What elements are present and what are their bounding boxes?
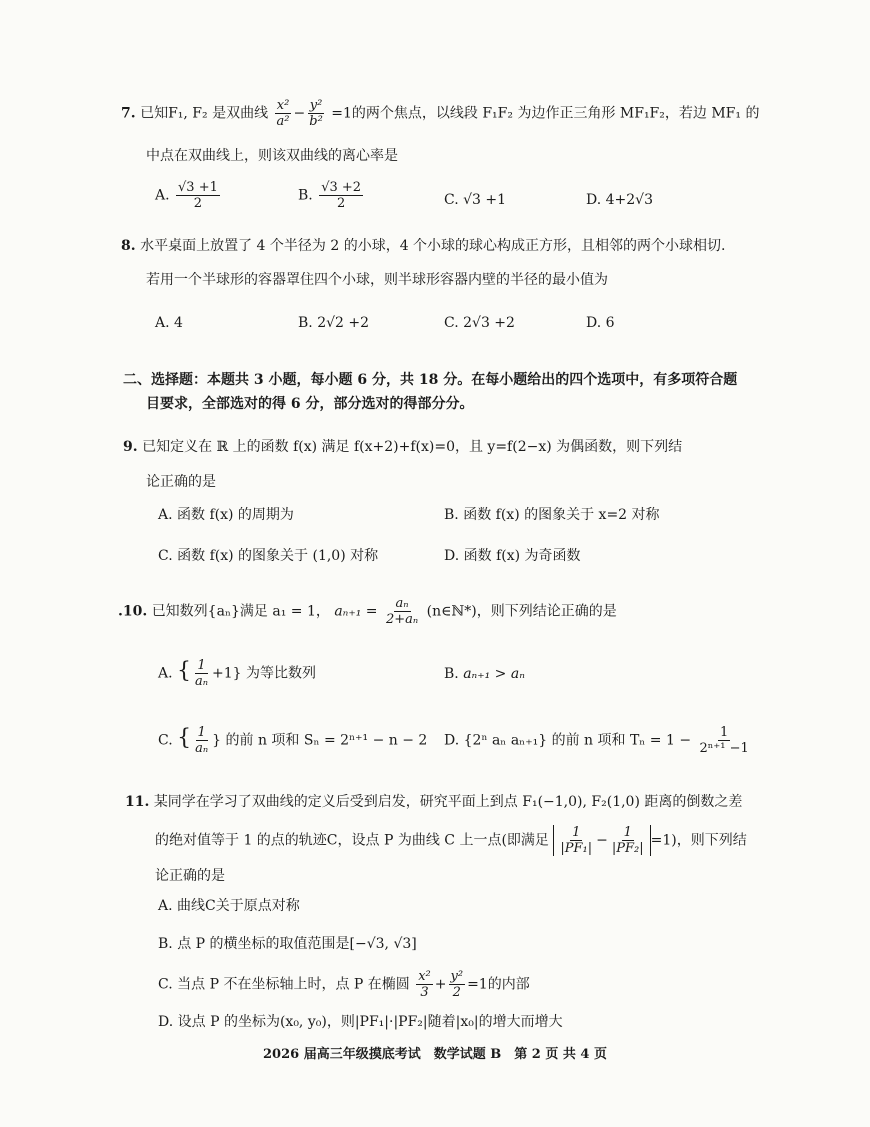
q9-line2: 论正确的是 <box>146 474 216 490</box>
q11-option-b-label: B. <box>158 936 173 952</box>
q10-option-d[interactable] <box>444 725 753 756</box>
q10-option-c-post: } 的前 n 项和 Sₙ = 2ⁿ⁺¹ − n − 2 <box>212 732 428 749</box>
q7-number: 7. <box>121 105 136 122</box>
q10-option-d-label: D. <box>444 732 460 749</box>
q10-frac-den: 2+aₙ <box>385 612 419 627</box>
q11-abs-expr: $\frac{1}{\text{|PF₁|}}$ − $\frac{1}{\text{|PF₂|}}$ <box>553 825 650 856</box>
q9-option-b[interactable] <box>444 505 660 525</box>
q8-option-d-text: 6 <box>605 315 615 331</box>
q10-pre: 已知数列{aₙ}满足 a₁ = 1， <box>151 603 330 620</box>
q9-line1 <box>123 437 682 457</box>
q10-option-a-frac <box>193 658 210 689</box>
q10-option-a-post: +1} 为等比数列 <box>212 665 317 682</box>
q8-option-d-label: D. <box>586 315 602 331</box>
q9-number: 9. <box>123 439 138 455</box>
q11-frac1 <box>558 825 594 856</box>
q8-option-c[interactable] <box>444 313 515 333</box>
q10-option-b-text: aₙ₊₁ > aₙ <box>463 666 525 682</box>
q7-line1-pre: 已知F₁, F₂ 是双曲线 <box>140 105 269 122</box>
q9-option-c-text: 函数 f(x) 的图象关于 (1,0) 对称 <box>177 548 379 564</box>
q7-option-b-frac <box>319 180 363 211</box>
q10-option-c-label: C. <box>158 732 173 749</box>
q8-option-a-label: A. <box>155 315 170 331</box>
q10-option-a-den: aₙ <box>195 674 209 689</box>
q11-line2-post: =1)，则下列结 <box>650 832 747 849</box>
q8-line1 <box>121 236 726 256</box>
q11-option-d[interactable] <box>158 1012 563 1032</box>
q10-option-c[interactable] <box>158 725 427 756</box>
q7-frac-x-num: x² <box>276 98 290 113</box>
q10-option-a-brace: { <box>177 658 192 684</box>
q10-option-a-label: A. <box>158 665 173 682</box>
q10-option-c-frac <box>193 725 210 756</box>
q11-frac2-den: |PF₂| <box>611 841 644 856</box>
section2-line2: 目要求，全部选对的得 6 分，部分选对的得部分分。 <box>146 396 474 412</box>
q9-option-b-text: 函数 f(x) 的图象关于 x=2 对称 <box>463 507 660 523</box>
q8-number: 8. <box>121 238 136 254</box>
q7-option-d[interactable] <box>586 190 653 210</box>
q7-frac-y-den: b² <box>309 114 323 129</box>
q10-option-a-num: 1 <box>197 658 206 673</box>
section2-line1: 二、选择题：本题共 3 小题，每小题 6 分，共 18 分。在每小题给出的四个选项中，有多项符合题 <box>123 372 738 388</box>
q11-option-a[interactable] <box>158 896 300 916</box>
q7-frac-x <box>275 98 292 129</box>
q11-frac1-den: |PF₁| <box>560 841 593 856</box>
q9-option-d-label: D. <box>444 548 460 564</box>
q10-post: (n∈ℕ*)，则下列结论正确的是 <box>426 603 617 620</box>
q7-option-d-label: D. <box>586 192 602 208</box>
q9-option-a[interactable] <box>158 505 294 525</box>
q7-frac-y-num: y² <box>309 98 323 113</box>
q9-option-a-label: A. <box>158 507 173 523</box>
q8-option-a[interactable] <box>155 313 183 333</box>
q7-option-a-num: √3 +1 <box>178 180 218 195</box>
q7-option-b-den: 2 <box>336 196 346 211</box>
q8-line1-text: 水平桌面上放置了 4 个半径为 2 的小球，4 个小球的球心构成正方形，且相邻的两个小球相切. <box>140 238 726 254</box>
q10-option-c-num: 1 <box>197 725 206 740</box>
q8-option-d[interactable] <box>586 313 615 333</box>
q10-option-a[interactable] <box>158 658 316 689</box>
q11-option-c-post: =1的内部 <box>467 976 530 993</box>
q7-line2: 中点在双曲线上，则该双曲线的离心率是 <box>146 148 398 164</box>
q10-option-d-pre: {2ⁿ aₙ aₙ₊₁} 的前 n 项和 Tₙ = 1 − <box>463 732 692 749</box>
q11-option-c-den2: 2 <box>452 985 461 1000</box>
q7-option-d-text: 4+2√3 <box>605 192 654 208</box>
q8-option-b[interactable] <box>298 313 369 333</box>
q8-line2: 若用一个半球形的容器罩住四个小球，则半球形容器内壁的半径的最小值为 <box>146 272 608 288</box>
q10-frac <box>384 596 420 627</box>
q8-option-b-label: B. <box>298 315 313 331</box>
q10-option-d-num: 1 <box>720 725 729 740</box>
q11-option-c-den1: 3 <box>420 985 429 1000</box>
q7-line1 <box>121 98 759 129</box>
q7-frac-y <box>307 98 325 129</box>
q10-frac-num: aₙ <box>395 596 409 611</box>
q11-option-c-pre: 当点 P 不在坐标轴上时，点 P 在椭圆 <box>177 976 410 993</box>
q7-option-b[interactable] <box>298 180 365 211</box>
q9-option-c-label: C. <box>158 548 173 564</box>
q7-option-a[interactable] <box>155 180 222 211</box>
q7-option-a-label: A. <box>155 187 170 204</box>
q10-line1 <box>118 596 617 627</box>
q7-minus: − <box>293 105 306 122</box>
q11-number: 11. <box>125 794 150 810</box>
q11-option-c-num1: x² <box>418 969 431 984</box>
q7-frac-x-den: a² <box>276 114 290 129</box>
page-footer: 2026 届高三年级摸底考试 数学试题 B 第 2 页 共 4 页 <box>263 1047 607 1062</box>
q11-line1 <box>125 792 742 812</box>
q8-option-a-text: 4 <box>174 315 183 331</box>
q10-lhs: aₙ₊₁ = <box>334 603 378 620</box>
q8-option-c-label: C. <box>444 315 459 331</box>
q7-option-c-label: C. <box>444 192 459 208</box>
q11-frac2 <box>610 825 646 856</box>
q11-frac2-num: 1 <box>623 825 632 840</box>
q10-option-b-label: B. <box>444 666 459 682</box>
q11-option-d-label: D. <box>158 1014 174 1030</box>
q10-option-d-frac <box>698 725 751 756</box>
q9-line1-text: 已知定义在 ℝ 上的函数 f(x) 满足 f(x+2)+f(x)=0，且 y=f(2−x) 为偶函数，则下列结 <box>142 439 683 455</box>
q7-option-c-text: √3 +1 <box>463 192 507 208</box>
q9-option-d-text: 函数 f(x) 为奇函数 <box>463 548 581 564</box>
q11-option-c-label: C. <box>158 976 173 993</box>
q11-line2-pre: 的绝对值等于 1 的点的轨迹C，设点 P 为曲线 C 上一点(即满足 <box>155 832 549 849</box>
q7-option-b-num: √3 +2 <box>321 180 362 195</box>
q11-option-c-num2: y² <box>450 969 464 984</box>
q7-option-a-frac <box>176 180 220 211</box>
q11-option-a-label: A. <box>158 898 173 914</box>
q11-frac1-num: 1 <box>572 825 581 840</box>
q11-line3: 论正确的是 <box>155 868 225 884</box>
q11-option-c-frac2 <box>449 969 466 1000</box>
q9-option-d[interactable] <box>444 546 581 566</box>
q11-line2 <box>155 825 747 856</box>
q9-option-c[interactable] <box>158 546 378 566</box>
q11-option-b[interactable] <box>158 934 417 954</box>
q11-option-d-text: 设点 P 的坐标为(x₀, y₀)，则|PF₁|·|PF₂|随着|x₀|的增大而增大 <box>177 1014 563 1030</box>
q10-option-c-den: aₙ <box>195 741 209 756</box>
q10-option-c-brace: { <box>177 725 192 751</box>
q8-option-b-text: 2√2 +2 <box>317 315 370 331</box>
q10-number: .10. <box>118 603 148 620</box>
q7-option-a-den: 2 <box>193 196 203 211</box>
q9-option-a-text: 函数 f(x) 的周期为 <box>177 507 294 523</box>
q7-option-c[interactable] <box>444 190 506 210</box>
q10-option-d-den: 2ⁿ⁺¹ −1 <box>699 741 749 756</box>
q7-line1-post: =1的两个焦点，以线段 F₁F₂ 为边作正三角形 MF₁F₂，若边 MF₁ 的 <box>331 105 760 122</box>
q10-option-b[interactable] <box>444 664 525 684</box>
q8-option-c-text: 2√3 +2 <box>463 315 515 331</box>
q11-option-c[interactable]: C. 当点 P 不在坐标轴上时，点 P 在椭圆 $\frac{\text{x²}}{3}$ + $\frac{\text{y²}}{2}$ =1的内部 <box>158 969 530 1000</box>
q9-option-b-label: B. <box>444 507 459 523</box>
q11-option-c-frac1 <box>416 969 433 1000</box>
q11-option-a-text: 曲线C关于原点对称 <box>177 898 300 914</box>
q7-option-b-label: B. <box>298 187 313 204</box>
q11-option-b-text: 点 P 的横坐标的取值范围是[−√3, √3] <box>177 936 417 952</box>
q11-line1-text: 某同学在学习了双曲线的定义后受到启发，研究平面上到点 F₁(−1,0), F₂(1,0) 距离的倒数之差 <box>153 794 743 810</box>
